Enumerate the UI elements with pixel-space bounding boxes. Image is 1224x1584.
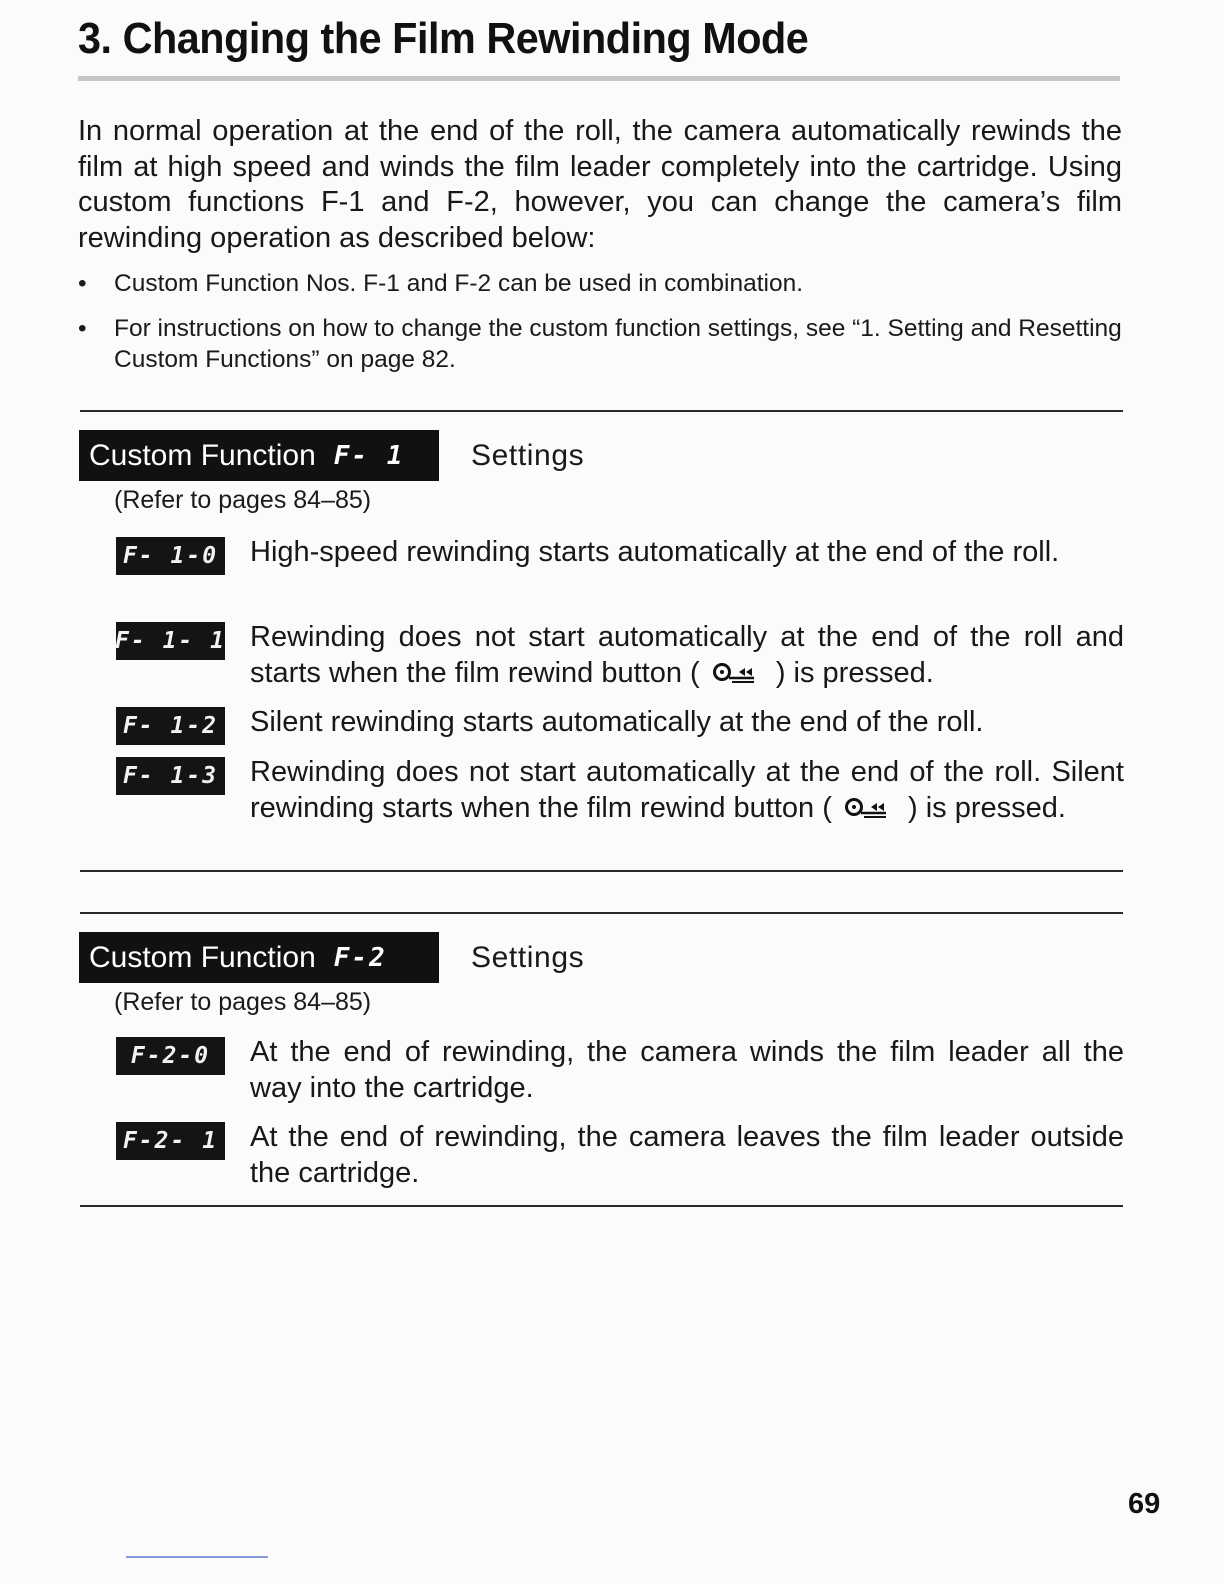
section-bottom-rule bbox=[80, 870, 1123, 872]
custom-function-text: Custom Function bbox=[89, 940, 316, 974]
note-item bbox=[78, 268, 1122, 299]
refer-pages: (Refer to pages 84–85) bbox=[114, 486, 372, 514]
title-rule bbox=[78, 76, 1120, 81]
option-row bbox=[116, 705, 1124, 741]
option-description: High-speed rewinding starts automatically at the end of the roll. bbox=[250, 536, 1060, 568]
option-description: Silent rewinding starts automatically at the end of the roll. bbox=[250, 706, 984, 738]
notes-list bbox=[78, 268, 1122, 389]
setting-code-badge: F- 1- 1 bbox=[116, 622, 225, 660]
settings-heading: Settings bbox=[471, 940, 585, 974]
option-description: Rewinding does not start automatically at the end of the roll and starts when the film rewind button ( ) is pressed. bbox=[250, 621, 1124, 689]
option-description: At the end of rewinding, the camera winds the film leader all the way into the cartridge. bbox=[250, 1036, 1124, 1104]
option-row bbox=[116, 1120, 1124, 1191]
option-row bbox=[116, 535, 1124, 571]
setting-code-badge: F- 1-2 bbox=[116, 707, 225, 745]
note-text: Custom Function Nos. F-1 and F-2 can be used in combination. bbox=[114, 270, 804, 297]
setting-code-badge: F-2-0 bbox=[116, 1037, 225, 1075]
custom-function-label bbox=[79, 430, 439, 481]
option-description: Rewinding does not start automatically at the end of the roll. Silent rewinding starts when the film rewind button ( ) is pressed. bbox=[250, 756, 1124, 824]
refer-pages: (Refer to pages 84–85) bbox=[114, 988, 372, 1016]
option-row bbox=[116, 620, 1124, 691]
option-row bbox=[116, 755, 1124, 826]
function-code: F-2 bbox=[333, 942, 387, 973]
film-rewind-button-icon bbox=[844, 797, 896, 819]
section-bottom-rule bbox=[80, 1205, 1123, 1207]
setting-code-badge: F- 1-3 bbox=[116, 757, 225, 795]
option-description: At the end of rewinding, the camera leaves the film leader outside the cartridge. bbox=[250, 1121, 1124, 1189]
setting-code-badge: F- 1-0 bbox=[116, 537, 225, 575]
section-header-f2 bbox=[79, 932, 584, 983]
footer-mark bbox=[126, 1556, 268, 1558]
note-item bbox=[78, 313, 1122, 375]
film-rewind-button-icon bbox=[712, 662, 764, 684]
custom-function-label bbox=[79, 932, 439, 983]
bullet-icon: • bbox=[78, 315, 87, 342]
custom-function-text: Custom Function bbox=[89, 438, 316, 472]
section-header-f1 bbox=[79, 430, 584, 481]
page-number: 69 bbox=[1128, 1488, 1161, 1520]
bullet-icon: • bbox=[78, 270, 87, 297]
intro-paragraph: In normal operation at the end of the roll, the camera automatically rewinds the film at high speed and winds the film leader completely into the cartridge. Using custom functions F-1 and F-2, however, you can change the camera’s film rewinding operation as described below: bbox=[78, 115, 1122, 254]
page-title: 3. Changing the Film Rewinding Mode bbox=[78, 14, 809, 63]
setting-code-badge: F-2- 1 bbox=[116, 1122, 225, 1160]
function-code: F- 1 bbox=[333, 440, 405, 471]
section-top-rule bbox=[80, 410, 1123, 412]
settings-heading: Settings bbox=[471, 438, 585, 472]
note-text: For instructions on how to change the custom function settings, see “1. Setting and Resetting Custom Functions” on page 82. bbox=[114, 315, 1122, 373]
section-top-rule bbox=[80, 912, 1123, 914]
option-row bbox=[116, 1035, 1124, 1106]
